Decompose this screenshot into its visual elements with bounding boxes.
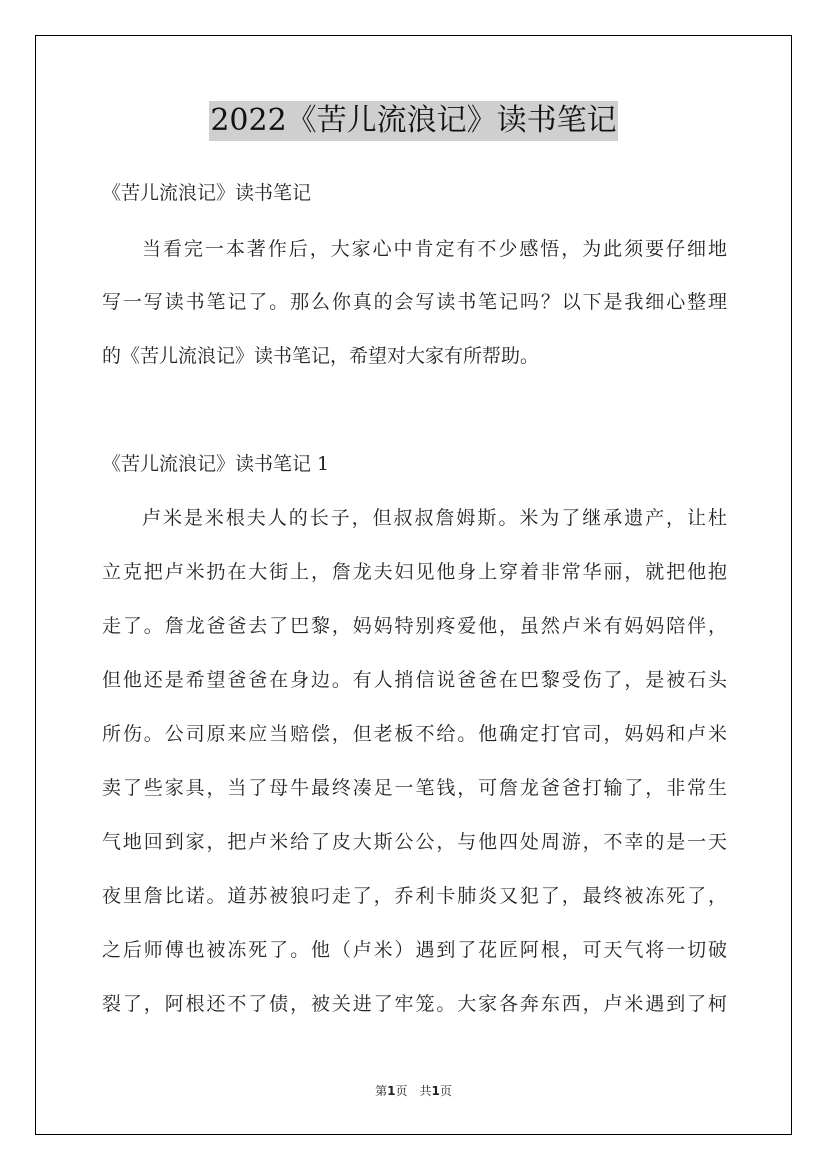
section-heading: 《苦儿流浪记》读书笔记 1 [102, 453, 330, 475]
body-line-8: 夜里詹比诺。道苏被狼叼走了，乔利卡肺炎又犯了，最终被冻死了， [102, 885, 727, 907]
intro-line-2: 写一写读书笔记了。那么你真的会写读书笔记吗？以下是我细心整理 [102, 291, 727, 313]
body-line-1: 卢米是米根夫人的长子，但叔叔詹姆斯。米为了继承遗产，让杜 [142, 507, 727, 529]
title-container [0, 101, 827, 141]
footer-prefix: 第 [375, 1084, 388, 1098]
body-line-5: 所伤。公司原来应当赔偿，但老板不给。他确定打官司，妈妈和卢米 [102, 723, 727, 745]
page-footer [0, 1082, 827, 1099]
footer-total-pages: 1 [431, 1084, 440, 1098]
intro-line-1: 当看完一本著作后，大家心中肯定有不少感悟，为此须要仔细地 [142, 238, 727, 260]
document-title: 2022《苦儿流浪记》读书笔记 [209, 101, 617, 141]
body-line-3: 走了。詹龙爸爸去了巴黎，妈妈特别疼爱他，虽然卢米有妈妈陪伴， [102, 615, 727, 637]
document-subtitle: 《苦儿流浪记》读书笔记 [102, 182, 312, 204]
body-line-7: 气地回到家，把卢米给了皮大斯公公，与他四处周游，不幸的是一天 [102, 831, 727, 853]
footer-page-number: 1 [387, 1084, 396, 1098]
intro-line-3: 的《苦儿流浪记》读书笔记，希望对大家有所帮助。 [102, 345, 540, 367]
body-line-4: 但他还是希望爸爸在身边。有人捎信说爸爸在巴黎受伤了，是被石头 [102, 669, 727, 691]
body-line-9: 之后师傅也被冻死了。他（卢米）遇到了花匠阿根，可天气将一切破 [102, 939, 727, 961]
body-line-6: 卖了些家具，当了母牛最终凑足一笔钱，可詹龙爸爸打输了，非常生 [102, 777, 727, 799]
body-line-10: 裂了，阿根还不了债，被关进了牢笼。大家各奔东西，卢米遇到了柯 [102, 993, 727, 1015]
footer-suffix: 页 [439, 1084, 452, 1098]
footer-middle: 页 共 [395, 1084, 432, 1098]
body-line-2: 立克把卢米扔在大街上，詹龙夫妇见他身上穿着非常华丽，就把他抱 [102, 561, 727, 583]
